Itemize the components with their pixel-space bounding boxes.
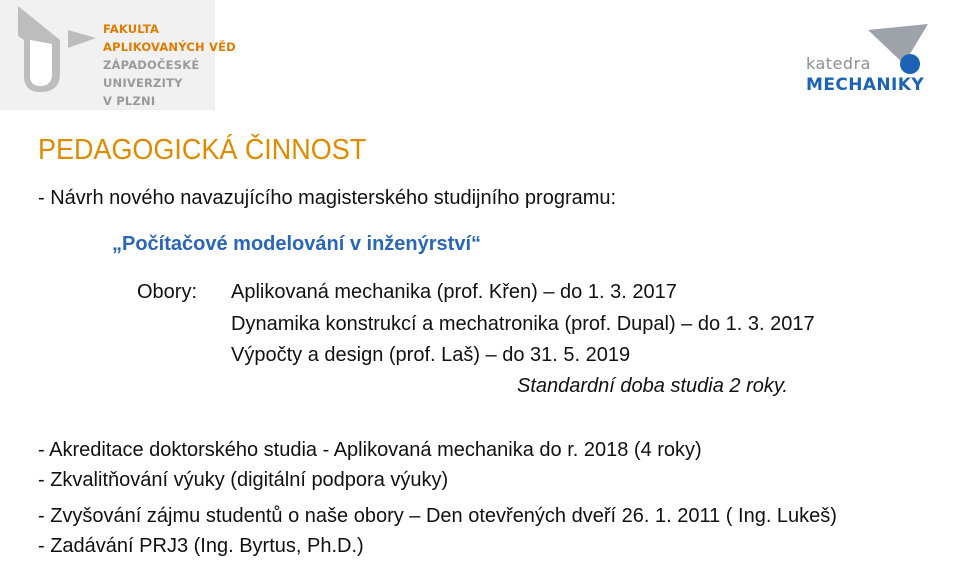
bullet-item-1: - Akreditace doktorského studia - Aplikovaná mechanika do r. 2018 (4 roky) <box>38 439 702 461</box>
intro-text: - Návrh nového navazujícího magisterského studijního programu: <box>38 187 617 209</box>
obor-item-3: Výpočty a design (prof. Laš) – do 31. 5. 2019 <box>231 344 631 366</box>
faculty-line-1: FAKULTA <box>103 22 160 36</box>
study-duration-note: Standardní doba studia 2 roky. <box>517 375 788 397</box>
faculty-line-5: V PLZNI <box>103 94 156 108</box>
bullet-item-4: - Zadávání PRJ3 (Ing. Byrtus, Ph.D.) <box>38 535 364 557</box>
department-label-top: katedra <box>806 54 871 73</box>
obor-item-2: Dynamika konstrukcí a mechatronika (prof. Dupal) – do 1. 3. 2017 <box>231 313 815 335</box>
obory-label: Obory: <box>137 281 198 303</box>
bullet-item-2: - Zkvalitňování výuky (digitální podpora výuky) <box>38 469 449 491</box>
page-title: PEDAGOGICKÁ ČINNOST <box>38 134 367 166</box>
faculty-line-3: ZÁPADOČESKÉ <box>103 58 200 72</box>
obor-item-1: Aplikovaná mechanika (prof. Křen) – do 1. 3. 2017 <box>231 281 677 303</box>
faculty-line-2: APLIKOVANÝCH VĚD <box>103 40 236 54</box>
bullet-item-3: - Zvyšování zájmu studentů o naše obory – Den otevřených dveří 26. 1. 2011 ( Ing. Lukeš) <box>38 505 837 527</box>
department-label-bottom: MECHANIKY <box>806 75 925 95</box>
faculty-name <box>103 20 236 110</box>
program-name: „Počítačové modelování v inženýrství“ <box>112 233 482 255</box>
faculty-line-4: UNIVERZITY <box>103 76 183 90</box>
